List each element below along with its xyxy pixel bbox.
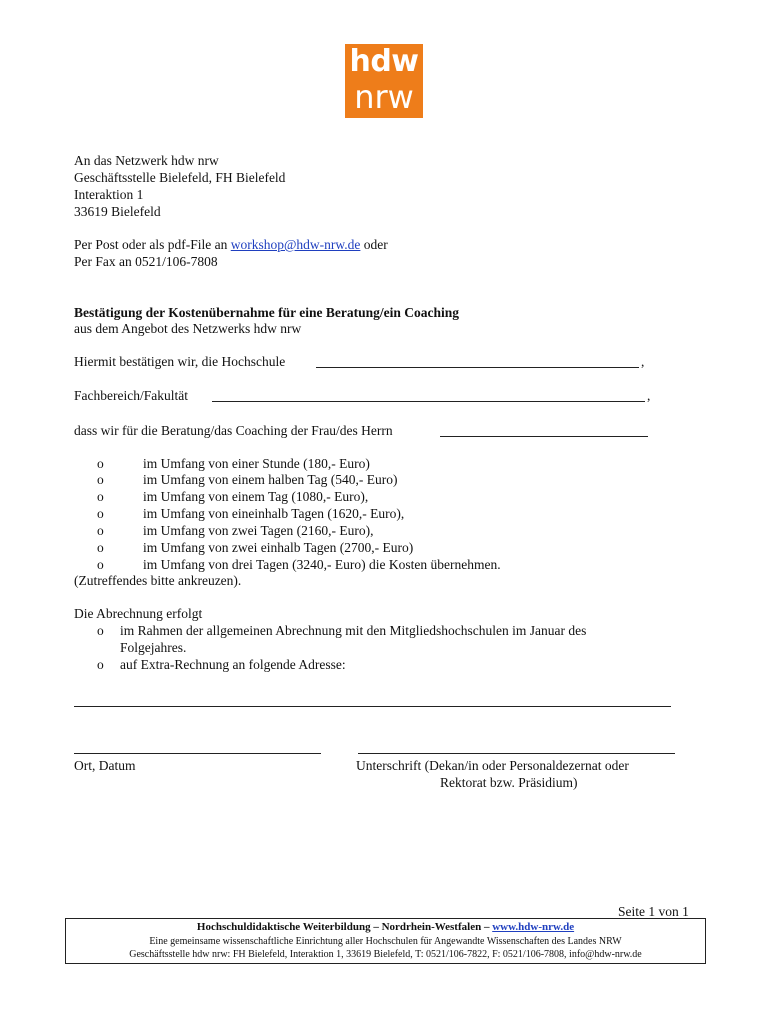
person-label: dass wir für die Beratung/das Coaching der Frau/des Herrn — [74, 423, 393, 438]
option-checkbox[interactable]: o — [97, 489, 104, 504]
address-line-3: Interaktion 1 — [74, 187, 144, 202]
footer-line-3: Geschäftsstelle hdw nrw: FH Bielefeld, Interaktion 1, 33619 Bielefeld, T: 0521/106-7822, F: 0521/106-7808, info@hdw-nrw.de — [129, 949, 642, 960]
signature-label-line-2: Rektorat bzw. Präsidium) — [440, 775, 578, 790]
fachbereich-label: Fachbereich/Fakultät — [74, 388, 188, 403]
option-label: im Umfang von eineinhalb Tagen (1620,- Euro), — [143, 506, 405, 521]
fachbereich-comma: , — [647, 388, 651, 403]
option-checkbox[interactable]: o — [97, 540, 104, 555]
address-line-4: 33619 Bielefeld — [74, 204, 161, 219]
billing-intro: Die Abrechnung erfolgt — [74, 606, 203, 621]
option-label: im Umfang von einem Tag (1080,- Euro), — [143, 489, 369, 504]
send-suffix: oder — [360, 237, 388, 252]
billing-checkbox-2[interactable]: o — [97, 657, 104, 672]
footer — [65, 918, 706, 964]
option-checkbox[interactable]: o — [97, 472, 104, 487]
option-label: im Umfang von einem halben Tag (540,- Euro) — [143, 472, 398, 487]
hdw-nrw-logo — [345, 44, 423, 118]
email-link[interactable]: workshop@hdw-nrw.de — [230, 237, 361, 252]
option-label: im Umfang von einer Stunde (180,- Euro) — [143, 456, 370, 471]
signature-label-line-1: Unterschrift (Dekan/in oder Personaldezernat oder — [356, 758, 629, 773]
footer-url-link[interactable]: www.hdw-nrw.de — [492, 921, 575, 933]
logo-line-1: hdw — [349, 44, 419, 79]
billing-option-1-line-2: Folgejahres. — [120, 640, 187, 655]
document-title: Bestätigung der Kostenübernahme für eine Beratung/ein Coaching — [74, 305, 460, 320]
fax-instruction: Per Fax an 0521/106-7808 — [74, 254, 218, 269]
footer-line-2: Eine gemeinsame wissenschaftliche Einrichtung aller Hochschulen für Angewandte Wissenschaften des Landes NRW — [149, 936, 622, 947]
send-prefix: Per Post oder als pdf-File an — [74, 237, 231, 252]
hochschule-comma: , — [641, 354, 645, 369]
option-label: im Umfang von drei Tagen (3240,- Euro) die Kosten übernehmen. — [143, 557, 501, 572]
billing-option-1-line-1: im Rahmen der allgemeinen Abrechnung mit den Mitgliedshochschulen im Januar des — [120, 623, 587, 638]
hochschule-label: Hiermit bestätigen wir, die Hochschule — [74, 354, 286, 369]
logo-line-2: nrw — [354, 78, 414, 116]
billing-checkbox-1[interactable]: o — [97, 623, 104, 638]
signature-line[interactable] — [358, 753, 675, 754]
address-line-2: Geschäftsstelle Bielefeld, FH Bielefeld — [74, 170, 286, 185]
place-date-line[interactable] — [74, 753, 321, 754]
option-checkbox[interactable]: o — [97, 456, 104, 471]
option-checkbox[interactable]: o — [97, 557, 104, 572]
option-checkbox[interactable]: o — [97, 506, 104, 521]
billing-option-2: auf Extra-Rechnung an folgende Adresse: — [120, 657, 346, 672]
footer-title — [66, 920, 705, 935]
footer-title-text: Hochschuldidaktische Weiterbildung – Nordrhein-Westfalen – — [196, 921, 493, 933]
option-label: im Umfang von zwei Tagen (2160,- Euro), — [143, 523, 374, 538]
hochschule-input-line[interactable] — [316, 367, 639, 368]
option-label: im Umfang von zwei einhalb Tagen (2700,- Euro) — [143, 540, 414, 555]
address-line-1: An das Netzwerk hdw nrw — [74, 153, 219, 168]
person-input-line[interactable] — [440, 436, 648, 437]
place-date-label: Ort, Datum — [74, 758, 136, 773]
option-checkbox[interactable]: o — [97, 523, 104, 538]
document-subtitle: aus dem Angebot des Netzwerks hdw nrw — [74, 321, 302, 336]
send-instruction — [74, 236, 388, 253]
options-note: (Zutreffendes bitte ankreuzen). — [74, 573, 242, 588]
page-number: Seite 1 von 1 — [618, 904, 689, 919]
billing-address-line[interactable] — [74, 706, 671, 707]
fachbereich-input-line[interactable] — [212, 401, 645, 402]
